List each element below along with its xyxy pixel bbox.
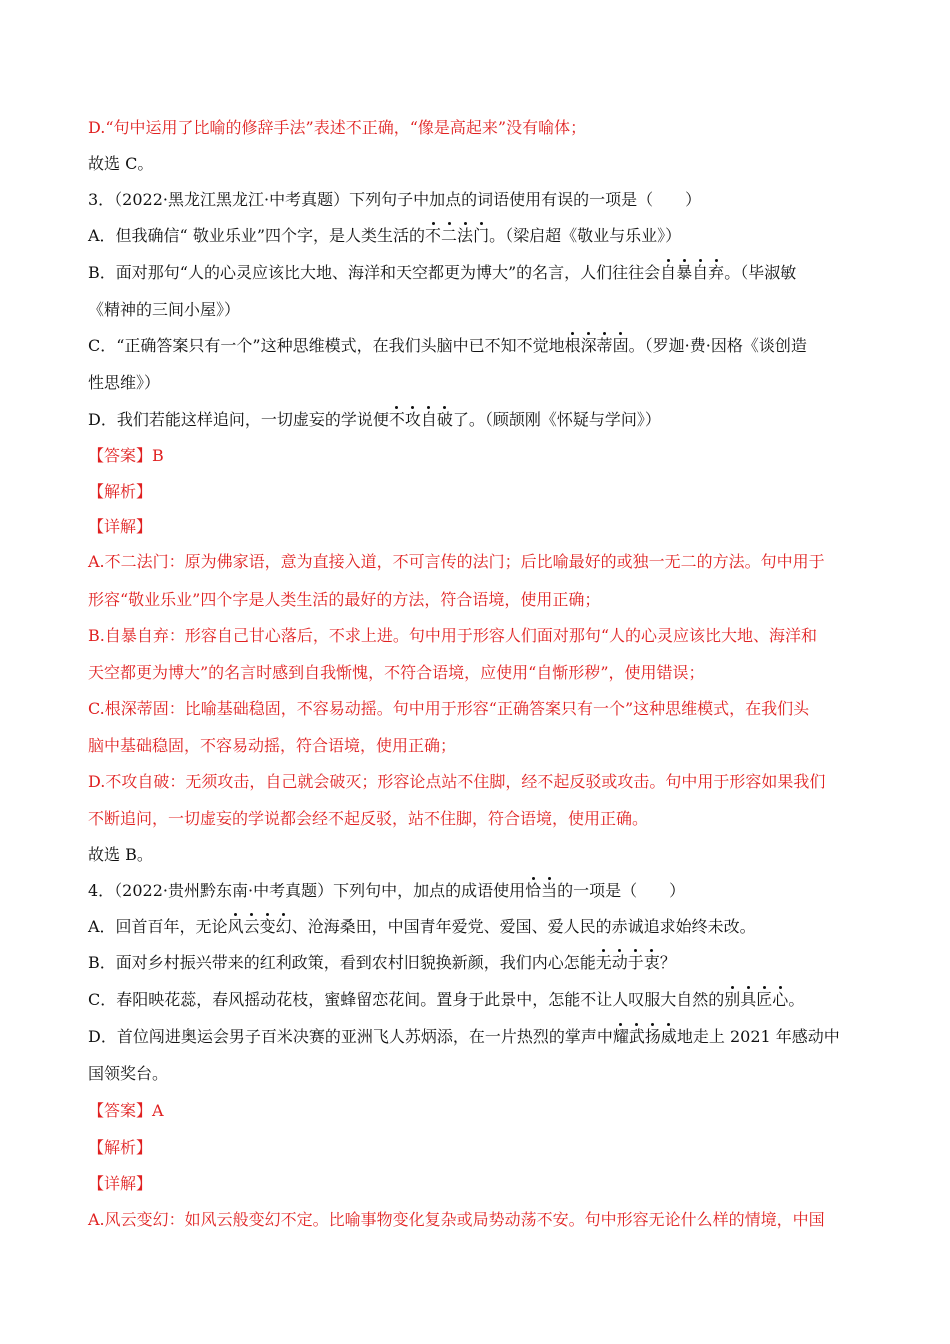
emphasis-dotted-word: 别具匠心 (724, 990, 789, 1009)
text-line: 性思维》） (88, 373, 161, 392)
text-line: A.不二法门：原为佛家语，意为直接入道，不可言传的法门；后比喻最好的或独一无二的方法。句中用于 (88, 552, 825, 571)
text-line: 不断追问，一切虚妄的学说都会经不起反驳，站不住脚，符合语境，使用正确。 (88, 809, 649, 828)
emphasis-dotted-word: 恰当 (525, 881, 558, 900)
text-line: D.“句中运用了比喻的修辞手法”表述不正确，“像是高起来”没有喻体； (88, 118, 587, 137)
text-line: 【解析】 (88, 1138, 153, 1157)
text-line: 《精神的三间小屋》） (88, 300, 241, 319)
text-line: 【答案】A (88, 1101, 164, 1120)
emphasis-dotted-word: 不二法门 (425, 226, 490, 245)
text-line: B.自暴自弃：形容自己甘心落后，不求上进。句中用于形容人们面对那句“人的心灵应该比大地、海洋和 (88, 626, 818, 645)
emphasis-dotted-word: 耀武扬威 (612, 1027, 677, 1046)
text-line: 形容“敬业乐业”四个字是人类生活的最好的方法，符合语境，使用正确； (88, 590, 601, 609)
text-line: 国领奖台。 (88, 1064, 169, 1083)
text-line: 【解析】 (88, 482, 153, 501)
text-line: A．但我确信“ 敬业乐业”四个字，是人类生活的不二法门。（梁启超《敬业与乐业》） (88, 226, 682, 245)
text-line: 天空都更为博大”的名言时感到自我惭愧，不符合语境，应使用“自惭形秽”，使用错误； (88, 663, 705, 682)
emphasis-dotted-word: 不攻自破 (388, 410, 453, 429)
text-line: D．首位闯进奥运会男子百米决赛的亚洲飞人苏炳添，在一片热烈的掌声中耀武扬威地走上 2021 年感动中 (88, 1027, 840, 1046)
text-line: 脑中基础稳固，不容易动摇，符合语境，使用正确； (88, 736, 457, 755)
text-line: 【详解】 (88, 1174, 153, 1193)
text-line: C.根深蒂固：比喻基础稳固，不容易动摇。句中用于形容“正确答案只有一个”这种思维模式，在我们头 (88, 699, 810, 718)
text-line: C．春阳映花蕊，春风摇动花枝，蜜蜂留恋花间。置身于此景中，怎能不让人叹服大自然的别具匠心。 (88, 990, 805, 1009)
text-line: A．回首百年，无论风云变幻、沧海桑田，中国青年爱党、爱国、爱人民的赤诚追求始终未改。 (88, 917, 756, 936)
text-line: A.风云变幻：如风云般变幻不定。比喻事物变化复杂或局势动荡不安。句中形容无论什么样的情境，中国 (88, 1210, 825, 1229)
text-line: 故选 C。 (88, 154, 154, 173)
emphasis-dotted-word: 根深蒂固 (564, 336, 629, 355)
text-line: D.不攻自破：无须攻击，自己就会破灭；形容论点站不住脚，经不起反驳或攻击。句中用于形容如果我们 (88, 772, 826, 791)
text-line: 故选 B。 (88, 845, 153, 864)
emphasis-dotted-word: 风云变幻 (227, 917, 292, 936)
text-line: 4．（2022·贵州黔东南·中考真题）下列句中，加点的成语使用恰当的一项是（ ） (88, 881, 686, 900)
text-line: 【详解】 (88, 517, 153, 536)
text-line: B．面对那句“人的心灵应该比大地、海洋和天空都更为博大”的名言，人们往往会自暴自弃。（毕淑敏 (88, 263, 797, 282)
text-line: C．“正确答案只有一个”这种思维模式，在我们头脑中已不知不觉地根深蒂固。（罗迦·费·因格《谈创造 (88, 336, 807, 355)
text-line: B．面对乡村振兴带来的红利政策，看到农村旧貌换新颜，我们内心怎能无动于衷？ (88, 953, 676, 972)
emphasis-dotted-word: 自暴自弃 (660, 263, 725, 282)
text-line: 【答案】B (88, 446, 164, 465)
text-line: 3．（2022·黑龙江黑龙江·中考真题）下列句子中加点的词语使用有误的一项是（ ） (88, 190, 702, 209)
emphasis-dotted-word: 无动于衷 (595, 953, 660, 972)
text-line: D．我们若能这样追问，一切虚妄的学说便不攻自破了。（顾颉刚《怀疑与学问》） (88, 410, 661, 429)
